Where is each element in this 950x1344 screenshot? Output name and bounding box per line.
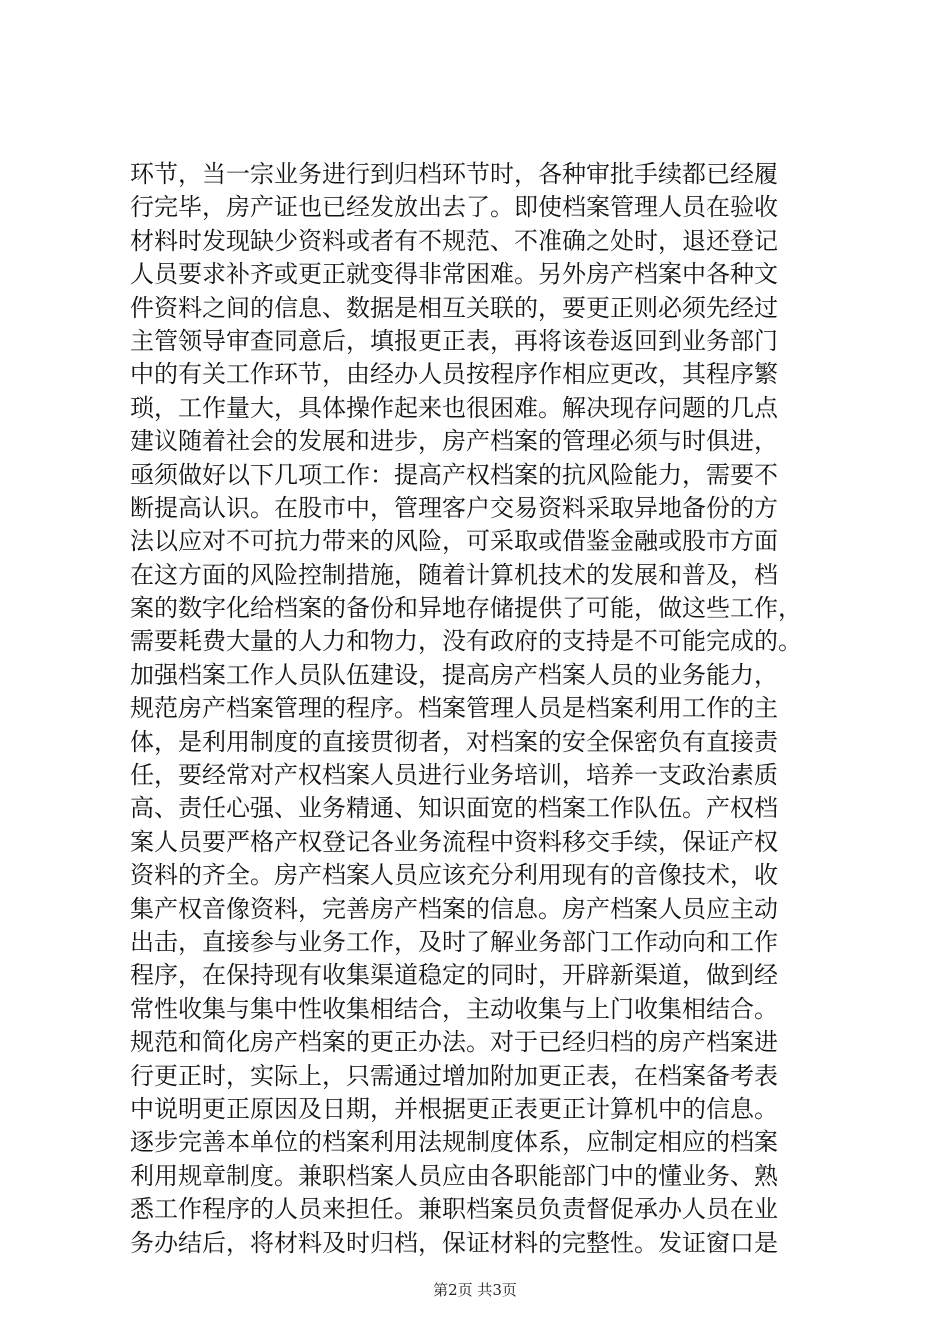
text-line: 亟须做好以下几项工作：提高产权档案的抗风险能力，需要不 (130, 460, 778, 489)
page-footer: 第2页 共3页 (433, 1281, 517, 1299)
text-line: 断提高认识。在股市中，管理客户交易资料采取异地备份的方 (130, 493, 778, 522)
text-line: 集产权音像资料，完善房产档案的信息。房产档案人员应主动 (130, 894, 778, 923)
text-line: 行完毕，房产证也已经发放出去了。即使档案管理人员在验收 (130, 193, 778, 222)
text-line: 中的有关工作环节，由经办人员按程序作相应更改，其程序繁 (130, 360, 778, 389)
text-line: 在这方面的风险控制措施，随着计算机技术的发展和普及，档 (130, 560, 778, 589)
text-line: 利用规章制度。兼职档案人员应由各职能部门中的懂业务、熟 (130, 1161, 778, 1190)
text-line: 任，要经常对产权档案人员进行业务培训，培养一支政治素质 (130, 761, 778, 790)
text-line: 常性收集与集中性收集相结合，主动收集与上门收集相结合。 (130, 994, 778, 1023)
text-line: 逐步完善本单位的档案利用法规制度体系，应制定相应的档案 (130, 1128, 778, 1157)
text-line: 建议随着社会的发展和进步，房产档案的管理必须与时俱进， (130, 427, 778, 456)
text-line: 务办结后，将材料及时归档，保证材料的完整性。发证窗口是 (130, 1228, 778, 1257)
text-line: 案的数字化给档案的备份和异地存储提供了可能，做这些工作， (130, 594, 802, 623)
text-line: 主管领导审查同意后，填报更正表，再将该卷返回到业务部门 (130, 326, 778, 355)
text-line: 行更正时，实际上，只需通过增加附加更正表，在档案备考表 (130, 1061, 778, 1090)
text-line: 加强档案工作人员队伍建设，提高房产档案人员的业务能力， (130, 660, 778, 689)
text-line: 材料时发现缺少资料或者有不规范、不准确之处时，退还登记 (130, 226, 778, 255)
text-line: 规范房产档案管理的程序。档案管理人员是档案利用工作的主 (130, 694, 778, 723)
text-line: 悉工作程序的人员来担任。兼职档案员负责督促承办人员在业 (130, 1195, 778, 1224)
text-line: 件资料之间的信息、数据是相互关联的，要更正则必须先经过 (130, 293, 778, 322)
text-line: 法以应对不可抗力带来的风险，可采取或借鉴金融或股市方面 (130, 527, 778, 556)
text-line: 需要耗费大量的人力和物力，没有政府的支持是不可能完成的。 (130, 627, 802, 656)
text-line: 环节，当一宗业务进行到归档环节时，各种审批手续都已经履 (130, 160, 778, 188)
body-text (130, 158, 830, 1260)
text-line: 规范和简化房产档案的更正办法。对于已经归档的房产档案进 (130, 1028, 778, 1057)
text-line: 案人员要严格产权登记各业务流程中资料移交手续，保证产权 (130, 827, 778, 856)
text-line: 中说明更正原因及日期，并根据更正表更正计算机中的信息。 (130, 1094, 778, 1123)
text-line: 资料的齐全。房产档案人员应该充分利用现有的音像技术，收 (130, 861, 778, 890)
text-line: 琐，工作量大，具体操作起来也很困难。解决现存问题的几点 (130, 393, 778, 422)
text-line: 体，是利用制度的直接贯彻者，对档案的安全保密负有直接责 (130, 727, 778, 756)
text-line: 程序，在保持现有收集渠道稳定的同时，开辟新渠道，做到经 (130, 961, 778, 990)
text-line: 出击，直接参与业务工作，及时了解业务部门工作动向和工作 (130, 927, 778, 956)
text-line: 高、责任心强、业务精通、知识面宽的档案工作队伍。产权档 (130, 794, 778, 823)
text-line: 人员要求补齐或更正就变得非常困难。另外房产档案中各种文 (130, 260, 778, 289)
